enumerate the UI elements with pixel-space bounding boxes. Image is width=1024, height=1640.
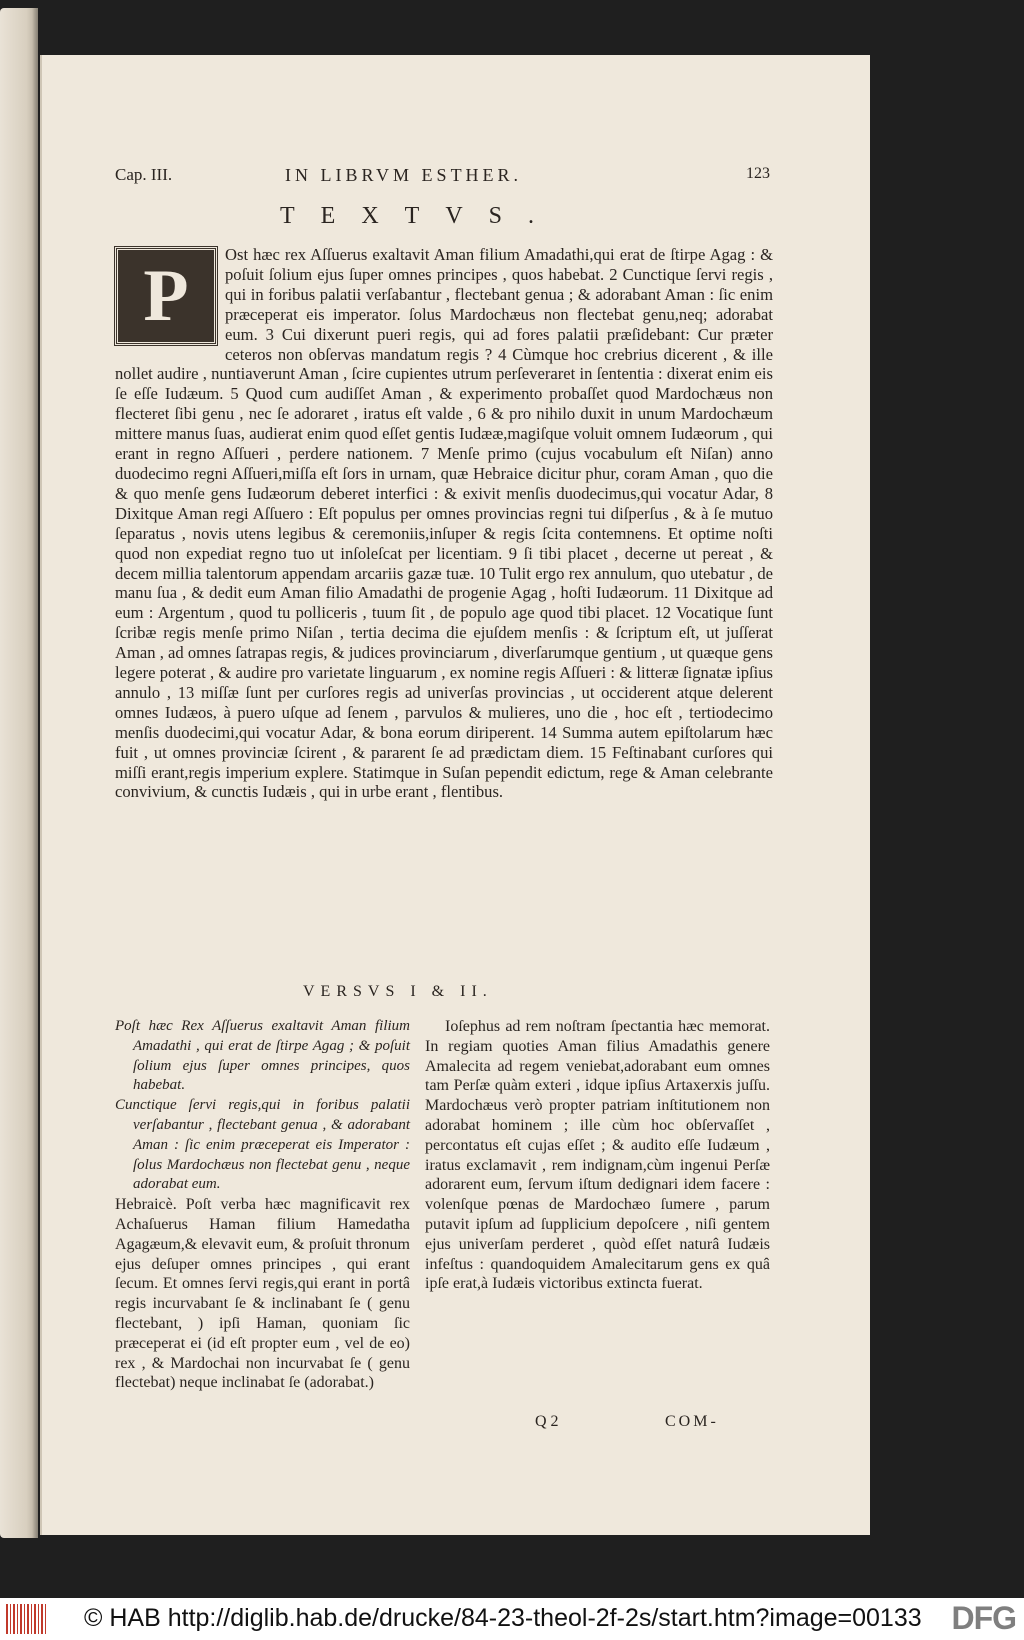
running-title: IN LIBRVM ESTHER. (285, 165, 523, 185)
verse-quote-2: Cunctique ſervi regis,qui in foribus palatii verſabantur , flectebant genua , & adorabant Aman : ſic enim præceperat eis Imperator : ſolus Mardochæus non flectebat genu , neque adorabat eum. (115, 1097, 410, 1193)
signature-mark: Q 2 (535, 1413, 559, 1430)
catchword: COM- (665, 1413, 719, 1430)
book-page (40, 55, 870, 1535)
source-url-link[interactable]: © HAB http://diglib.hab.de/drucke/84-23-theol-2f-2s/start.htm?image=00133 (84, 1604, 922, 1632)
textus-heading: TEXTVS. (280, 203, 560, 229)
footer-bar (0, 1598, 1024, 1640)
decorated-initial: P (115, 247, 217, 345)
section-heading: VERSVS I & II. (303, 983, 493, 1000)
barcode-icon (6, 1604, 46, 1634)
main-text-block (115, 245, 773, 802)
dfg-logo: DFG (951, 1600, 1016, 1636)
left-column (115, 1017, 410, 1393)
main-text: Ost hæc rex Aſſuerus exaltavit Aman filium Amadathi,qui erat de ſtirpe Agag : & poſuit ſolium ejus ſuper omnes principes , quos habebat. 2 Cunctique ſervi regis , qui in foribus palatii verſabantur , flectebant genua ; & adorabant Aman : ſic enim præceperat eis imperator. ſolus Mardochæus non flectebat genu,neq; adorabat eum. 3 Cui dixerunt pueri regis, qui ad fores palatii præſidebant: Cur præter ceteros non obſervas mandatum regis ? 4 Cùmque hoc crebrius dicerent , & ille nollet audire , nuntiaverunt Aman , ſcire cupientes utrum perſeveraret in ſententia : dixerat enim eis ſe eſſe Iudæum. 5 Quod cum audiſſet Aman , & experimento probaſſet quod Mardochæus non flecteret ſibi genu , nec ſe adoraret , iratus eſt valde , 6 & pro nihilo duxit in unum Mardochæum mittere manus ſuas, audierat enim quod eſſet gentis Iudææ,magiſque voluit omnem Iudæorum , qui erant in regno Aſſueri , perdere nationem. 7 Menſe primo (cujus vocabulum eſt Niſan) anno duodecimo regni Aſſueri,miſſa eſt ſors in urnam, quæ Hebraice dicitur phur, coram Aman , quo die & quo menſe gens Iudæorum deberet interfici : & exivit menſis duodecimus,qui vocatur Adar, 8 Dixitque Aman regi Aſſuero : Eſt populus per omnes provincias regni tui diſperſus , & à ſe mutuo ſeparatus , novis utens legibus & ceremoniis,inſuper & regis ſcita contemnens. Et optime noſti quod non expediat regno tuo ut inſoleſcat per licentiam. 9 ſi tibi placet , decerne ut pereat , & decem millia talentorum appendam arcariis gazæ tuæ. 10 Tulit ergo rex annulum, quo utebatur , de manu ſua , & dedit eum Aman filio Amadathi de progenie Agag , hoſti Iudæorum. 11 Dixitque ad eum : Argentum , quod tu polliceris , tuum ſit , de populo age quod tibi placet. 12 Vocatique ſunt ſcribæ regis menſe primo Niſan , tertia decima die ejuſdem menſis : & ſcriptum eſt, ut juſſerat Aman , ad omnes ſatrapas regis, & judices provinciarum , diverſarumque gentium , ut quæque gens legere poterat , & audire pro varietate linguarum , ex nomine regis Aſſueri : & litteræ ſignatæ ipſius annulo , 13 miſſæ ſunt per curſores regis ad univerſas provincias , ut occiderent atque delerent omnes Iudæos, à puero uſque ad ſenem , parvulos & mulieres, uno die , hoc eſt , tertiodecimo menſis duodecimi,qui vocatur Adar, & bona eorum diriperent. 14 Summa autem epiſtolarum hæc fuit , ut omnes provinciæ ſcirent , & pararent ſe ad prædictam diem. 15 Feſtinabant curſores qui miſſi erant,regis imperium explere. Statimque in Suſan pependit edictum, rege & Aman celebrante convivium, & cunctis Iudæis , qui in urbe erant , flentibus. (115, 245, 773, 802)
left-page-edge (0, 8, 38, 1538)
page-number: 123 (746, 165, 770, 182)
commentary-iosephus: Ioſephus ad rem noſtram ſpectantia hæc memorat. In regiam quoties Aman filius Amadathis genere Amalecita ad regem veniebat,adorabant eum omnes tam Perſæ quàm exteri , idque ipſius Artaxerxis juſſu. Mardochæus verò propter patriam inſtitutionem non adorabat hominem ; ille cùm hoc obſervaſſet , percontatus eſt cujas eſſet ; & audito eſſe Iudæum , iratus exclamavit , rem indignam,cùm ingenui Perſæ adorarent eum, ſervum iſtum dedignari idem facere : volenſque pœnas de Mardochæo ſumere , parum putavit ipſum ad ſupplicium depoſcere , niſi gentem ejus univerſam perderet , quòd eſſet naturâ Iudæis infeſtus : quandoquidem Amalecitarum gens ex quâ ipſe erat,à Iudæis victoribus extincta fuerat. (425, 1018, 770, 1293)
page-gutter-shadow (32, 8, 38, 1538)
running-header (115, 165, 770, 189)
verse-quote-1: Poſt hæc Rex Aſſuerus exaltavit Aman filium Amadathi , qui erat de ſtirpe Agag ; & poſuit ſolium ejus ſuper omnes principes, quos habebat. (115, 1018, 410, 1094)
commentary-hebraice: Hebraicè. Poſt verba hæc magnificavit rex Achaſuerus Haman filium Hamedatha Agagæum,& elevavit eum, & proſuit thronum ejus deſuper omnes principes , qui erant ſecum. Et omnes ſervi regis,qui erant in portâ regis incurvabant ſe & inclinabant ſe ( genu flectebant, ) ipſi Haman, quoniam ſic præceperat ei (id eſt propter eum , vel de eo) rex , & Mardochai non incurvabat ſe ( genu flectebat) neque inclinabat ſe (adorabat.) (115, 1196, 410, 1392)
right-column (425, 1017, 770, 1294)
chapter-label: Cap. III. (115, 165, 173, 184)
